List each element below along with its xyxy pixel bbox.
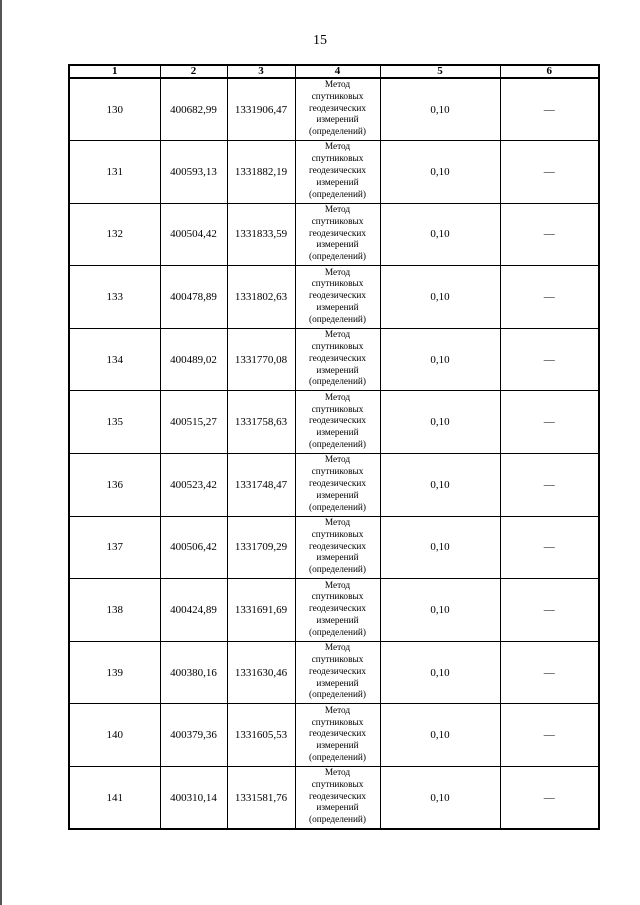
method-line: измерений [316, 428, 359, 439]
y-coordinate-cell: 1331691,69 [227, 579, 295, 642]
column-header-6: 6 [500, 65, 599, 78]
method-cell [295, 141, 380, 204]
column-header-1: 1 [69, 65, 160, 78]
method-line: Метод [324, 330, 351, 341]
accuracy-cell: 0,10 [380, 141, 500, 204]
table-row [69, 516, 599, 579]
method-line: (определений) [308, 189, 367, 200]
y-coordinate-cell: 1331709,29 [227, 516, 295, 579]
point-number-cell: 139 [69, 641, 160, 704]
method-line: геодезических [308, 478, 367, 489]
point-number-cell: 130 [69, 78, 160, 141]
page-number: 15 [313, 33, 327, 48]
method-line: геодезических [308, 165, 367, 176]
x-coordinate-cell: 400424,89 [160, 579, 227, 642]
method-line: (определений) [308, 377, 367, 388]
method-line: измерений [316, 115, 359, 126]
table-row [69, 78, 599, 141]
x-coordinate-cell: 400515,27 [160, 391, 227, 454]
method-line: геодезических [308, 666, 367, 677]
x-coordinate-cell: 400593,13 [160, 141, 227, 204]
accuracy-cell: 0,10 [380, 579, 500, 642]
point-number-cell: 138 [69, 579, 160, 642]
method-line: (определений) [308, 627, 367, 638]
method-line: геодезических [308, 103, 367, 114]
note-cell: — [500, 704, 599, 767]
y-coordinate-cell: 1331770,08 [227, 328, 295, 391]
accuracy-cell: 0,10 [380, 266, 500, 329]
method-line: измерений [316, 803, 359, 814]
method-line: геодезических [308, 791, 367, 802]
method-line: геодезических [308, 228, 367, 239]
y-coordinate-cell: 1331630,46 [227, 641, 295, 704]
y-coordinate-cell: 1331833,59 [227, 203, 295, 266]
method-cell [295, 391, 380, 454]
method-line: измерений [316, 553, 359, 564]
table-row [69, 641, 599, 704]
method-line: измерений [316, 741, 359, 752]
coordinates-table [68, 64, 600, 830]
method-line: Метод [324, 517, 351, 528]
method-cell [295, 78, 380, 141]
method-line: измерений [316, 615, 359, 626]
table-row [69, 328, 599, 391]
y-coordinate-cell: 1331906,47 [227, 78, 295, 141]
method-line: спутниковых [311, 341, 364, 352]
y-coordinate-cell: 1331758,63 [227, 391, 295, 454]
note-cell: — [500, 328, 599, 391]
method-line: спутниковых [311, 467, 364, 478]
table-row [69, 266, 599, 329]
method-line: спутниковых [311, 654, 364, 665]
note-cell: — [500, 203, 599, 266]
method-line: (определений) [308, 565, 367, 576]
note-cell: — [500, 454, 599, 517]
accuracy-cell: 0,10 [380, 391, 500, 454]
method-line: Метод [324, 204, 351, 215]
method-line: (определений) [308, 815, 367, 826]
method-line: геодезических [308, 291, 367, 302]
accuracy-cell: 0,10 [380, 78, 500, 141]
method-cell [295, 579, 380, 642]
header-row [69, 65, 599, 78]
column-header-4: 4 [295, 65, 380, 78]
method-line: (определений) [308, 252, 367, 263]
x-coordinate-cell: 400380,16 [160, 641, 227, 704]
accuracy-cell: 0,10 [380, 516, 500, 579]
method-line: (определений) [308, 439, 367, 450]
method-cell [295, 203, 380, 266]
table-row [69, 454, 599, 517]
method-line: спутниковых [311, 154, 364, 165]
point-number-cell: 133 [69, 266, 160, 329]
note-cell: — [500, 516, 599, 579]
point-number-cell: 135 [69, 391, 160, 454]
method-cell [295, 328, 380, 391]
accuracy-cell: 0,10 [380, 454, 500, 517]
x-coordinate-cell: 400478,89 [160, 266, 227, 329]
x-coordinate-cell: 400504,42 [160, 203, 227, 266]
method-line: Метод [324, 768, 351, 779]
accuracy-cell: 0,10 [380, 203, 500, 266]
method-cell [295, 704, 380, 767]
column-header-2: 2 [160, 65, 227, 78]
note-cell: — [500, 78, 599, 141]
accuracy-cell: 0,10 [380, 641, 500, 704]
method-line: (определений) [308, 314, 367, 325]
x-coordinate-cell: 400489,02 [160, 328, 227, 391]
note-cell: — [500, 391, 599, 454]
method-line: геодезических [308, 353, 367, 364]
method-line: спутниковых [311, 279, 364, 290]
point-number-cell: 141 [69, 767, 160, 830]
note-cell: — [500, 579, 599, 642]
method-line: (определений) [308, 690, 367, 701]
table-row [69, 579, 599, 642]
point-number-cell: 136 [69, 454, 160, 517]
method-line: измерений [316, 302, 359, 313]
method-line: Метод [324, 580, 351, 591]
x-coordinate-cell: 400682,99 [160, 78, 227, 141]
note-cell: — [500, 767, 599, 830]
method-line: спутниковых [311, 91, 364, 102]
method-line: (определений) [308, 127, 367, 138]
method-line: спутниковых [311, 216, 364, 227]
method-line: Метод [324, 455, 351, 466]
x-coordinate-cell: 400310,14 [160, 767, 227, 830]
method-line: измерений [316, 678, 359, 689]
table-row [69, 767, 599, 830]
method-cell [295, 516, 380, 579]
method-line: спутниковых [311, 779, 364, 790]
point-number-cell: 131 [69, 141, 160, 204]
method-line: геодезических [308, 541, 367, 552]
method-line: спутниковых [311, 717, 364, 728]
table-row [69, 141, 599, 204]
method-line: Метод [324, 80, 351, 91]
note-cell: — [500, 141, 599, 204]
point-number-cell: 140 [69, 704, 160, 767]
x-coordinate-cell: 400379,36 [160, 704, 227, 767]
note-cell: — [500, 641, 599, 704]
method-line: (определений) [308, 752, 367, 763]
y-coordinate-cell: 1331748,47 [227, 454, 295, 517]
column-header-5: 5 [380, 65, 500, 78]
note-cell: — [500, 266, 599, 329]
point-number-cell: 137 [69, 516, 160, 579]
method-cell [295, 266, 380, 329]
method-line: измерений [316, 365, 359, 376]
accuracy-cell: 0,10 [380, 328, 500, 391]
table-row [69, 203, 599, 266]
method-line: измерений [316, 240, 359, 251]
method-cell [295, 641, 380, 704]
y-coordinate-cell: 1331581,76 [227, 767, 295, 830]
method-line: геодезических [308, 416, 367, 427]
accuracy-cell: 0,10 [380, 767, 500, 830]
table-row [69, 704, 599, 767]
method-line: измерений [316, 177, 359, 188]
point-number-cell: 132 [69, 203, 160, 266]
method-line: спутниковых [311, 404, 364, 415]
accuracy-cell: 0,10 [380, 704, 500, 767]
y-coordinate-cell: 1331802,63 [227, 266, 295, 329]
x-coordinate-cell: 400523,42 [160, 454, 227, 517]
x-coordinate-cell: 400506,42 [160, 516, 227, 579]
method-line: Метод [324, 142, 351, 153]
column-header-3: 3 [227, 65, 295, 78]
method-line: Метод [324, 643, 351, 654]
method-line: Метод [324, 705, 351, 716]
method-line: измерений [316, 490, 359, 501]
method-line: Метод [324, 267, 351, 278]
y-coordinate-cell: 1331605,53 [227, 704, 295, 767]
table-row [69, 391, 599, 454]
method-line: (определений) [308, 502, 367, 513]
point-number-cell: 134 [69, 328, 160, 391]
method-line: геодезических [308, 604, 367, 615]
method-cell [295, 767, 380, 830]
method-cell [295, 454, 380, 517]
method-line: спутниковых [311, 529, 364, 540]
method-line: спутниковых [311, 592, 364, 603]
method-line: Метод [324, 392, 351, 403]
scan-edge-line [0, 0, 2, 905]
y-coordinate-cell: 1331882,19 [227, 141, 295, 204]
method-line: геодезических [308, 729, 367, 740]
